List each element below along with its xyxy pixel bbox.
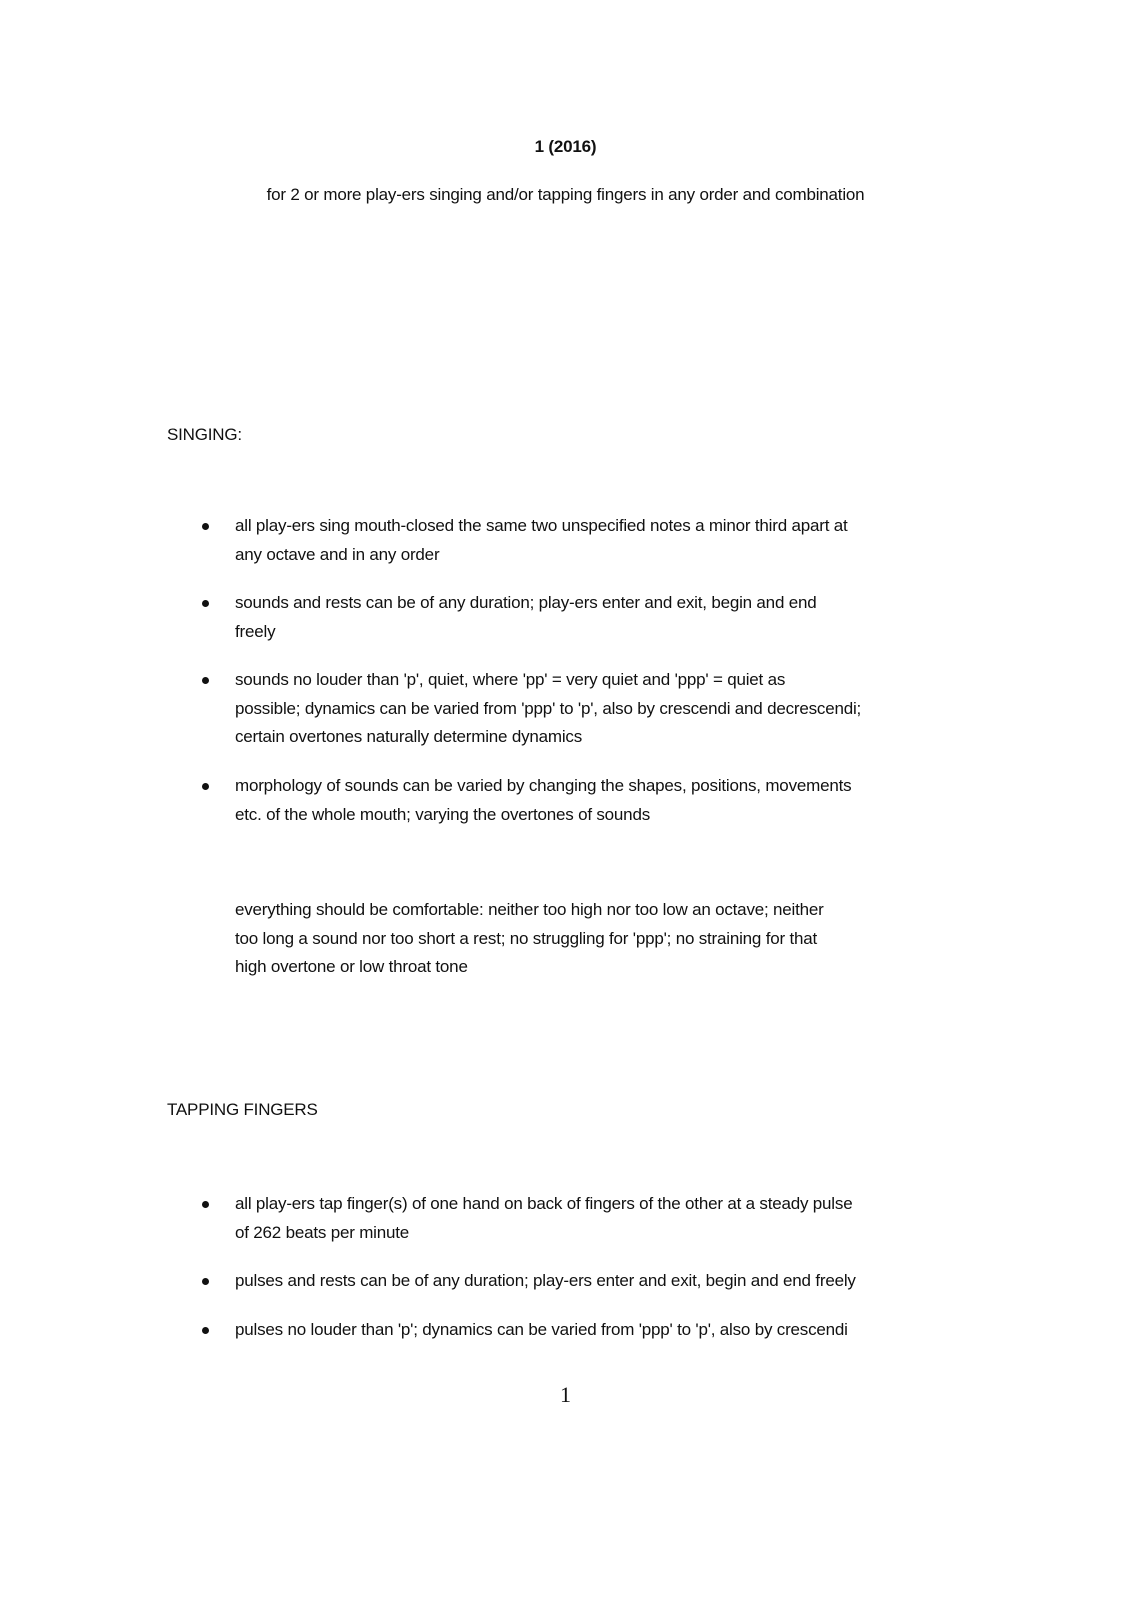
list-item-line: all play-ers tap finger(s) of one hand on back of fingers of the other at a steady pulse <box>235 1194 853 1213</box>
list-item-line: pulses no louder than 'p'; dynamics can be varied from 'ppp' to 'p', also by crescendi <box>235 1320 848 1339</box>
bullet-icon <box>202 600 209 607</box>
list-item-line: sounds and rests can be of any duration; play-ers enter and exit, begin and end <box>235 593 817 612</box>
note-line: too long a sound nor too short a rest; no struggling for 'ppp'; no straining for that <box>235 929 818 948</box>
bullet-icon <box>202 1327 209 1334</box>
list-item-line: pulses and rests can be of any duration; play-ers enter and exit, begin and end freely <box>235 1271 856 1290</box>
list-item-line: certain overtones naturally determine dynamics <box>235 727 583 746</box>
bullet-icon <box>202 1278 209 1285</box>
page-number: 1 <box>560 1382 571 1407</box>
list-item-line: morphology of sounds can be varied by changing the shapes, positions, movements <box>235 776 852 795</box>
document-title: 1 (2016) <box>534 137 597 156</box>
list-item-line: freely <box>235 622 276 641</box>
note-line: everything should be comfortable: neither too high nor too low an octave; neither <box>235 900 824 919</box>
bullet-icon <box>202 783 209 790</box>
list-item-line: all play-ers sing mouth-closed the same two unspecified notes a minor third apart at <box>235 516 848 535</box>
list-item-line: etc. of the whole mouth; varying the overtones of sounds <box>235 805 650 824</box>
list-item-line: sounds no louder than 'p', quiet, where 'pp' = very quiet and 'ppp' = quiet as <box>235 670 786 689</box>
document-subtitle: for 2 or more play-ers singing and/or tapping fingers in any order and combination <box>266 185 865 204</box>
bullet-icon <box>202 523 209 530</box>
singing-heading: SINGING: <box>167 425 242 444</box>
tapping-heading: TAPPING FINGERS <box>167 1100 318 1119</box>
note-line: high overtone or low throat tone <box>235 957 468 976</box>
list-item-line: any octave and in any order <box>235 545 440 564</box>
bullet-icon <box>202 1201 209 1208</box>
bullet-icon <box>202 677 209 684</box>
list-item-line: of 262 beats per minute <box>235 1223 410 1242</box>
list-item-line: possible; dynamics can be varied from 'ppp' to 'p', also by crescendi and decrescendi; <box>235 699 862 718</box>
